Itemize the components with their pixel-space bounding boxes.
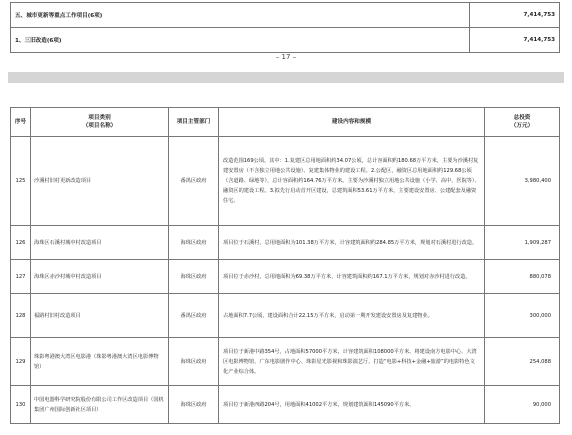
header-category-text: 项目类别 （项目名称）	[82, 115, 117, 129]
row-project-name: 福路村旧村改造项目	[31, 294, 169, 338]
row-content: 改造范围169公顷。其中：1.复建区总用地面积约34.07公顷，总计容面积约180.68万平方米，主要为沙溪村复建安置房（不含独立用地公共设施）、复建集体物业的建设工程。2.公配区，融资区总用地面积约129.68公顷（含道路、绿地等），总计容面积约164.76万平方米。主要为沙溪村独立用地公共设施（小学、高中、医院等）、融资区的建设工程。3.拟先行启动首开区建设，总建筑面积53.61万平方米，主要建设安置房、公建配套及融资住宅。	[219, 137, 485, 226]
table-row	[11, 137, 560, 226]
row-project-name: 中国电器科学研究院股份有限公司工作区改造项目（国机集团广州国际创新社区项目）	[31, 386, 169, 424]
summary-label: 五、城市更新等重点工作项目(6项)	[11, 3, 470, 28]
table-row	[11, 294, 560, 338]
row-seq: 128	[11, 294, 31, 338]
row-seq: 127	[11, 260, 31, 294]
row-department: 番禺区政府	[169, 294, 219, 338]
page-number: – 17 –	[275, 53, 297, 61]
header-category	[31, 108, 169, 137]
row-investment: 300,000	[485, 294, 560, 338]
summary-amount: 7,414,753	[470, 28, 560, 53]
project-table	[10, 107, 560, 424]
row-project-name: 沙溪村旧村更新改造项目	[31, 137, 169, 226]
row-department: 海珠区政府	[169, 226, 219, 260]
summary-label: 1、三旧改造(6项)	[11, 28, 470, 53]
row-investment: 880,078	[485, 260, 560, 294]
row-project-name: 海珠区赤沙村城中村改造项目	[31, 260, 169, 294]
row-investment: 254,088	[485, 338, 560, 386]
table-row	[11, 260, 560, 294]
row-content: 项目位于石溪村，总用地面积为101.38万平方米，计容建筑面积约284.85万平方米，规划对石溪村进行改造。	[219, 226, 485, 260]
summary-row	[11, 28, 560, 53]
header-content: 建设内容和规模	[219, 108, 485, 137]
row-investment: 3,980,400	[485, 137, 560, 226]
row-seq: 130	[11, 386, 31, 424]
row-project-name: 珠影粤港澳大湾区电影港（珠影粤港澳大湾区电影博物馆）	[31, 338, 169, 386]
row-department: 海珠区政府	[169, 338, 219, 386]
header-department: 项目主管部门	[169, 108, 219, 137]
row-seq: 129	[11, 338, 31, 386]
row-content: 项目位于新港中路354号，占地面积57000平方米，计容建筑面积108000平方米。将建设南方电影中心、大湾区电影博物馆、广东电影剧作中心、珠影星光影视和珠影演艺厅，打造“电影+科技+金融+旅游”的电影特色文化产业综合体。	[219, 338, 485, 386]
table-header-row	[11, 108, 560, 137]
row-content: 项目位于赤沙村，总用地面积为69.38万平方米，计容建筑面积约167.1万平方米，规划对赤沙村进行改造。	[219, 260, 485, 294]
row-seq: 126	[11, 226, 31, 260]
summary-row	[11, 3, 560, 28]
row-department: 海珠区政府	[169, 260, 219, 294]
summary-table	[10, 2, 560, 53]
row-project-name: 海珠区石溪村城中村改造项目	[31, 226, 169, 260]
row-seq: 125	[11, 137, 31, 226]
row-investment: 90,000	[485, 386, 560, 424]
row-content: 项目位于新港西路204号，用地面积41002平方米，规划建筑面积145090平方米。	[219, 386, 485, 424]
header-seq: 序号	[11, 108, 31, 137]
table-row	[11, 386, 560, 424]
header-investment	[485, 108, 560, 137]
table-row	[11, 226, 560, 260]
row-investment: 1,909,287	[485, 226, 560, 260]
header-investment-text: 总投资 （万元）	[510, 115, 534, 129]
row-department: 海珠区政府	[169, 386, 219, 424]
row-content: 占地面积7.7公顷，建设面积合计22.15万平方米，启动第一期开发建设安置房及复建物业。	[219, 294, 485, 338]
table-row	[11, 338, 560, 386]
page-divider	[8, 72, 564, 83]
row-department: 番禺区政府	[169, 137, 219, 226]
summary-amount: 7,414,753	[470, 3, 560, 28]
